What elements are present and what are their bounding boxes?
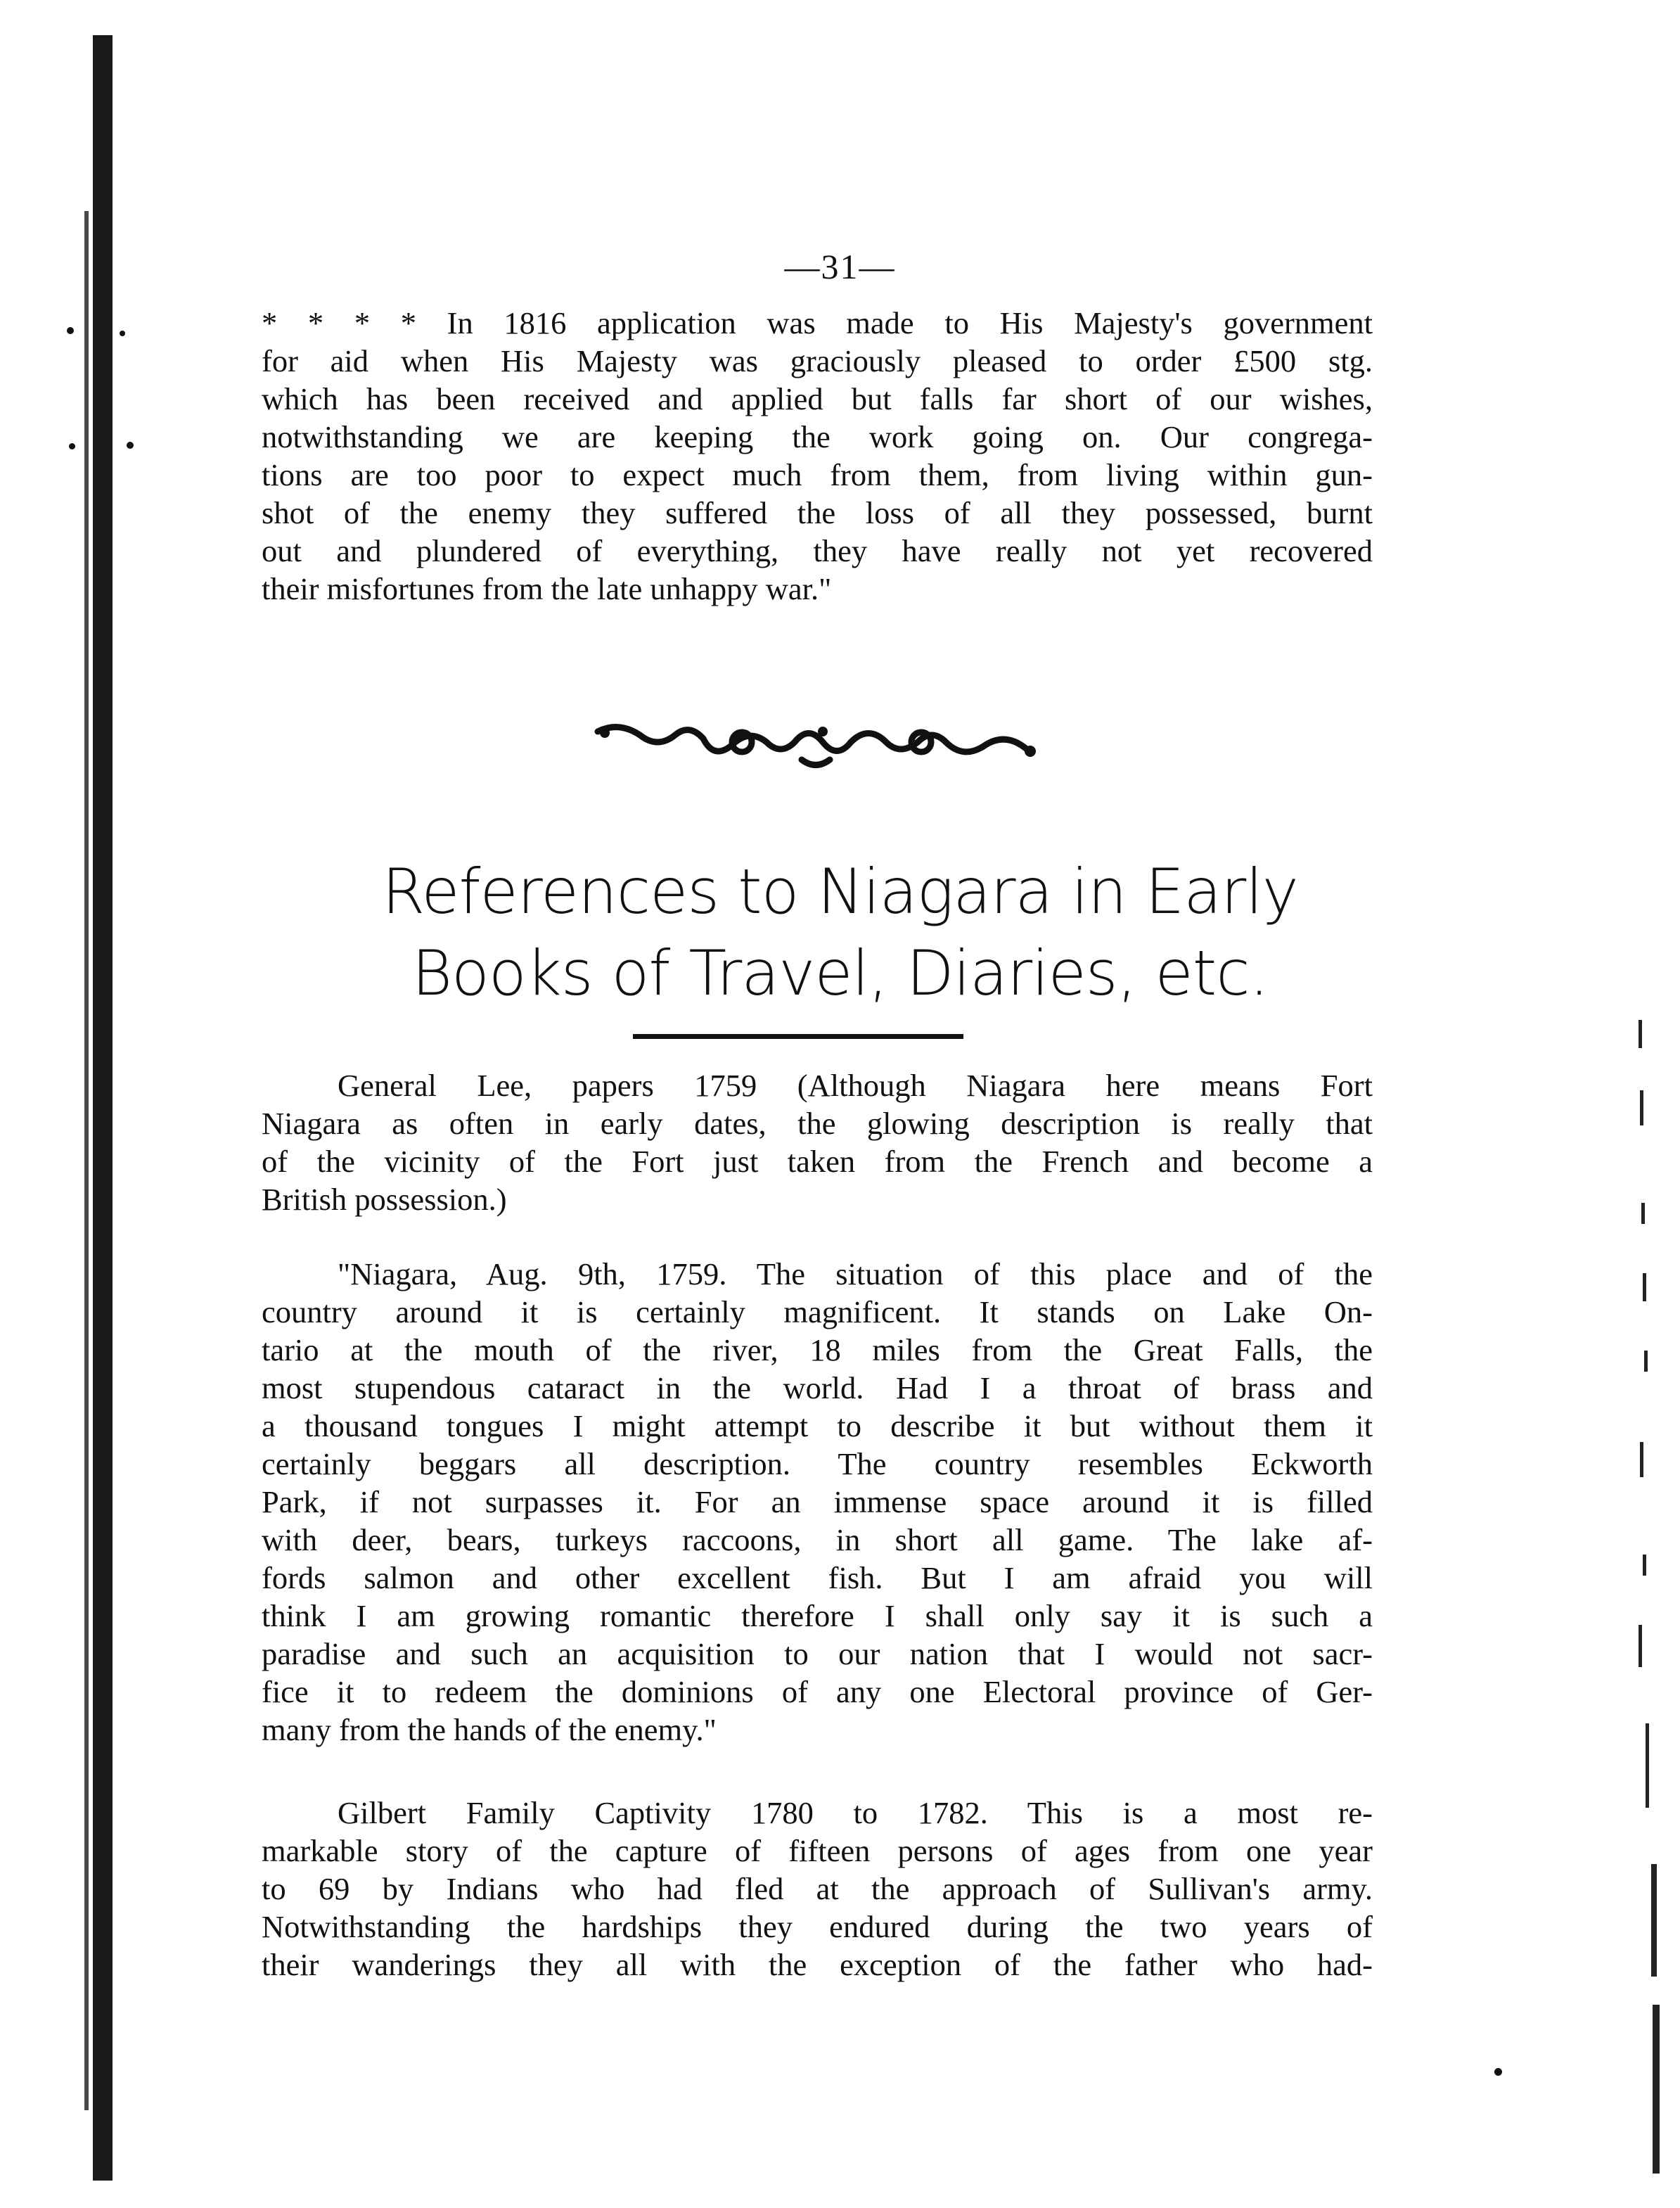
text-line: "Niagara, Aug. 9th, 1759. The situation of this place and of the — [338, 1256, 1373, 1291]
right-margin-scan-marks — [1624, 1020, 1667, 2181]
text-line: markable story of the capture of fifteen persons of ages from one year — [262, 1833, 1373, 1868]
text-line: tario at the mouth of the river, 18 miles from the Great Falls, the — [262, 1332, 1373, 1367]
text-line: British possession.) — [262, 1182, 507, 1217]
section-heading-line: References to Niagara in Early — [382, 855, 1298, 928]
ink-dot — [1494, 2068, 1502, 2076]
text-line: paradise and such an acquisition to our nation that I would not sacr- — [262, 1636, 1373, 1671]
text-line: General Lee, papers 1759 (Although Niagara here means Fort — [338, 1068, 1373, 1103]
text-line: certainly beggars all description. The country resembles Eckworth — [262, 1446, 1373, 1481]
top-paragraph — [262, 304, 1373, 608]
text-line: Niagara as often in early dates, the glowing description is really that — [262, 1106, 1373, 1141]
scan-speck — [127, 442, 134, 449]
text-line: * * * * In 1816 application was made to His Majesty's government — [262, 305, 1373, 340]
text-line: Gilbert Family Captivity 1780 to 1782. This is a most re- — [338, 1795, 1373, 1830]
text-line: of the vicinity of the Fort just taken from the French and become a — [262, 1144, 1373, 1179]
text-line: notwithstanding we are keeping the work going on. Our congrega- — [262, 419, 1373, 454]
binding-edge — [93, 35, 113, 2181]
text-line: fords salmon and other excellent fish. But I am afraid you will — [262, 1560, 1373, 1595]
text-line: out and plundered of everything, they have really not yet recovered — [262, 533, 1373, 568]
paragraph-niagara-letter — [262, 1255, 1373, 1749]
text-line: shot of the enemy they suffered the loss of all they possessed, burnt — [262, 495, 1373, 530]
text-line: Park, if not surpasses it. For an immense space around it is filled — [262, 1484, 1373, 1519]
text-line: Notwithstanding the hardships they endured during the two years of — [262, 1909, 1373, 1944]
text-line: a thousand tongues I might attempt to describe it but without them it — [262, 1408, 1373, 1443]
text-line: fice it to redeem the dominions of any one Electoral province of Ger- — [262, 1674, 1373, 1709]
paragraph-gilbert-family — [262, 1794, 1373, 1984]
decorative-scroll-ornament-icon — [591, 710, 1041, 774]
paragraph-general-lee — [262, 1066, 1373, 1218]
binding-shadow — [84, 211, 89, 2110]
scan-speck — [67, 327, 74, 334]
text-line: most stupendous cataract in the world. Had I a throat of brass and — [262, 1370, 1373, 1405]
text-line: their misfortunes from the late unhappy war." — [262, 571, 832, 606]
scan-speck — [120, 331, 125, 336]
text-line: tions are too poor to expect much from them, from living within gun- — [262, 457, 1373, 492]
text-line: with deer, bears, turkeys raccoons, in short all game. The lake af- — [262, 1522, 1373, 1557]
text-line: which has been received and applied but falls far short of our wishes, — [262, 381, 1373, 416]
heading-rule — [633, 1034, 963, 1039]
section-heading-line: Books of Travel, Diaries, etc. — [411, 937, 1269, 1009]
text-line: many from the hands of the enemy." — [262, 1712, 717, 1747]
scan-speck — [69, 443, 75, 449]
section-heading — [0, 851, 1680, 1014]
text-line: think I am growing romantic therefore I shall only say it is such a — [262, 1598, 1373, 1633]
text-line: their wanderings they all with the exception of the father who had- — [262, 1947, 1373, 1982]
page-number: —31— — [784, 247, 896, 286]
text-line: country around it is certainly magnificent. It stands on Lake On- — [262, 1294, 1373, 1329]
text-line: for aid when His Majesty was graciously pleased to order £500 stg. — [262, 343, 1373, 378]
text-line: to 69 by Indians who had fled at the approach of Sullivan's army. — [262, 1871, 1373, 1906]
